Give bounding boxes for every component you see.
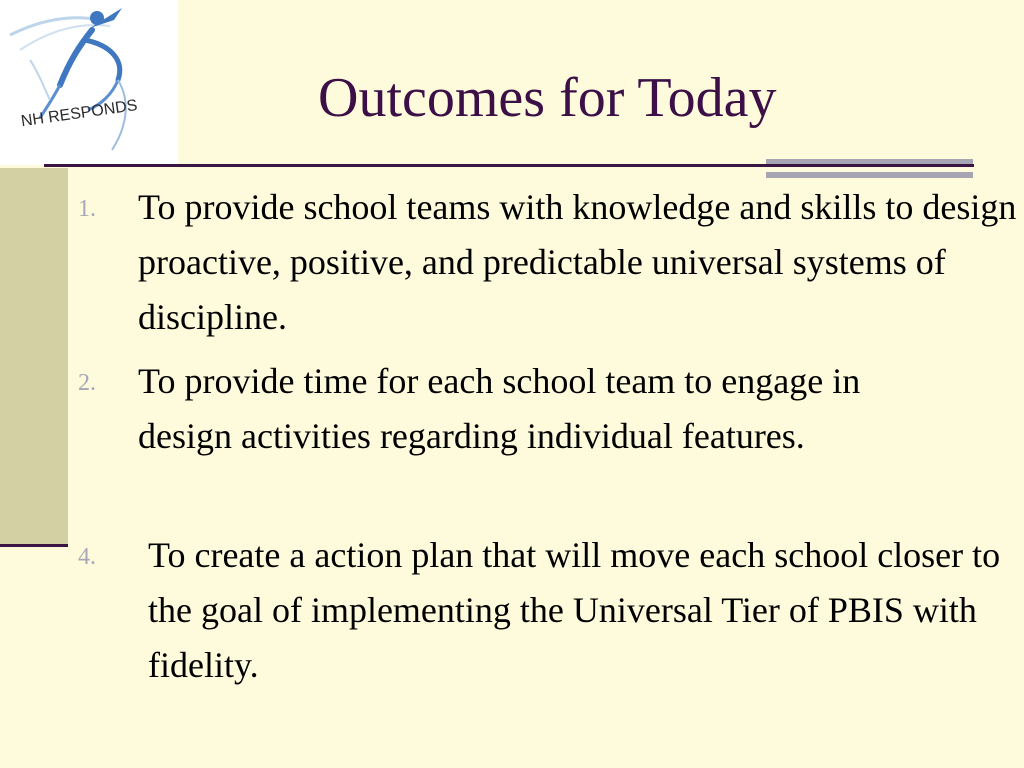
logo xyxy=(0,0,178,165)
slide-title: Outcomes for Today xyxy=(318,67,777,129)
side-accent-bar xyxy=(0,168,68,546)
list-number: 1. xyxy=(78,196,96,222)
decor-bar-bottom xyxy=(766,172,973,178)
title-divider xyxy=(44,164,974,167)
list-number: 4. xyxy=(78,544,96,570)
list-text: To create a action plan that will move each school closer to the goal of implementing the Universal Tier of PBIS with fidelity. xyxy=(148,535,1001,685)
list-text: To provide time for each school team to engage in design activities regarding individual features. xyxy=(138,361,861,456)
logo-text: NH RESPONDS xyxy=(19,97,139,131)
list-number: 2. xyxy=(78,370,96,396)
figure-swoosh-icon xyxy=(0,0,178,165)
side-divider xyxy=(0,544,68,547)
list-text: To provide school teams with knowledge and skills to design proactive, positive, and predictable universal systems of discipline. xyxy=(138,187,1017,337)
